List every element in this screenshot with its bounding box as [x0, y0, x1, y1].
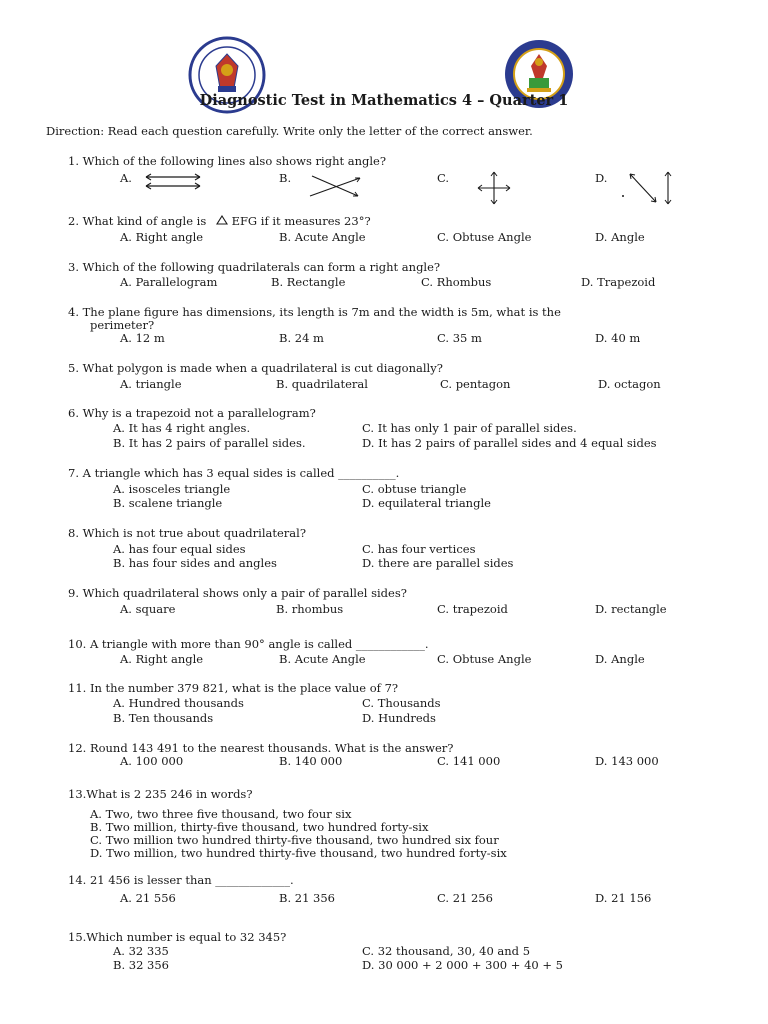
option-4d: D. 40 m: [595, 331, 641, 345]
option-10c: C. Obtuse Angle: [437, 652, 532, 666]
option-12d: D. 143 000: [595, 754, 659, 768]
question-6: 6. Why is a trapezoid not a parallelogram?: [68, 406, 316, 420]
parallel-lines-figure: [142, 172, 204, 192]
perpendicular-lines-figure: [474, 168, 514, 208]
option-9d: D. rectangle: [595, 602, 667, 616]
page-title: Diagnostic Test in Mathematics 4 – Quarter 1: [199, 92, 569, 109]
option-4a: A. 12 m: [120, 331, 165, 345]
option-13c: C. Two million two hundred thirty-five thousand, two hundred six four: [90, 833, 499, 847]
question-4-line2: perimeter?: [90, 318, 155, 332]
option-2c: C. Obtuse Angle: [437, 230, 532, 244]
option-12c: C. 141 000: [437, 754, 501, 768]
question-3: 3. Which of the following quadrilaterals can form a right angle?: [68, 260, 441, 274]
option-9a: A. square: [120, 602, 176, 616]
option-15a: A. 32 335: [113, 944, 169, 958]
option-8a: A. has four equal sides: [113, 542, 246, 556]
option-10a: A. Right angle: [120, 652, 204, 666]
option-12b: B. 140 000: [279, 754, 343, 768]
question-13: 13.What is 2 235 246 in words?: [68, 787, 253, 801]
question-8: 8. Which is not true about quadrilateral?: [68, 526, 307, 540]
option-8c: C. has four vertices: [362, 542, 476, 556]
question-12: 12. Round 143 491 to the nearest thousands. What is the answer?: [68, 741, 454, 755]
question-1: 1. Which of the following lines also shows right angle?: [68, 154, 387, 168]
option-5d: D. octagon: [598, 377, 661, 391]
option-11a: A. Hundred thousands: [113, 696, 244, 710]
option-12a: A. 100 000: [120, 754, 184, 768]
option-3c: C. Rhombus: [421, 275, 492, 289]
question-2: [68, 214, 371, 228]
question-11: 11. In the number 379 821, what is the place value of 7?: [68, 681, 399, 695]
option-6c: C. It has only 1 pair of parallel sides.: [362, 421, 577, 435]
question-15: 15.Which number is equal to 32 345?: [68, 930, 287, 944]
option-6b: B. It has 2 pairs of parallel sides.: [113, 436, 306, 450]
option-5a: A. triangle: [120, 377, 182, 391]
option-6d: D. It has 2 pairs of parallel sides and 4 equal sides: [362, 436, 657, 450]
question-4: 4. The plane figure has dimensions, its length is 7m and the width is 5m, what is the: [68, 305, 561, 319]
option-8d: D. there are parallel sides: [362, 556, 514, 570]
option-11d: D. Hundreds: [362, 711, 436, 725]
option-13d: D. Two million, two hundred thirty-five thousand, two hundred forty-six: [90, 846, 507, 860]
option-13a: A. Two, two three five thousand, two four six: [90, 807, 352, 821]
option-2b: B. Acute Angle: [279, 230, 366, 244]
option-7d: D. equilateral triangle: [362, 496, 491, 510]
question-5: 5. What polygon is made when a quadrilateral is cut diagonally?: [68, 361, 443, 375]
triangle-symbol-icon: [216, 214, 228, 228]
question-2-text-tail: EFG if it measures 23°?: [231, 214, 371, 228]
option-15c: C. 32 thousand, 30, 40 and 5: [362, 944, 531, 958]
option-14a: A. 21 556: [120, 891, 176, 905]
option-3a: A. Parallelogram: [120, 275, 218, 289]
option-3d: D. Trapezoid: [581, 275, 656, 289]
option-10b: B. Acute Angle: [279, 652, 366, 666]
option-5c: C. pentagon: [440, 377, 511, 391]
directions-text: Direction: Read each question carefully. Write only the letter of the correct answer.: [46, 124, 533, 138]
option-14c: C. 21 256: [437, 891, 493, 905]
option-1a: A.: [120, 171, 132, 185]
question-2-text: 2. What kind of angle is: [68, 214, 207, 228]
intersecting-lines-figure: [306, 172, 364, 200]
option-15d: D. 30 000 + 2 000 + 300 + 40 + 5: [362, 958, 563, 972]
option-9c: C. trapezoid: [437, 602, 508, 616]
option-9b: B. rhombus: [276, 602, 344, 616]
option-14d: D. 21 156: [595, 891, 652, 905]
option-1d: D.: [595, 171, 608, 185]
option-11b: B. Ten thousands: [113, 711, 214, 725]
question-14: 14. 21 456 is lesser than _____________.: [68, 873, 294, 887]
option-11c: C. Thousands: [362, 696, 441, 710]
option-4b: B. 24 m: [279, 331, 324, 345]
option-8b: B. has four sides and angles: [113, 556, 277, 570]
option-5b: B. quadrilateral: [276, 377, 368, 391]
option-7c: C. obtuse triangle: [362, 482, 467, 496]
option-1c: C.: [437, 171, 450, 185]
question-10: 10. A triangle with more than 90° angle is called ____________.: [68, 637, 429, 651]
option-13b: B. Two million, thirty-five thousand, two hundred forty-six: [90, 820, 429, 834]
question-9: 9. Which quadrilateral shows only a pair of parallel sides?: [68, 586, 407, 600]
option-2d: D. Angle: [595, 230, 645, 244]
option-3b: B. Rectangle: [271, 275, 346, 289]
option-2a: A. Right angle: [120, 230, 204, 244]
option-1b: B.: [279, 171, 292, 185]
option-14b: B. 21 356: [279, 891, 336, 905]
option-10d: D. Angle: [595, 652, 645, 666]
option-15b: B. 32 356: [113, 958, 170, 972]
option-4c: C. 35 m: [437, 331, 482, 345]
option-6a: A. It has 4 right angles.: [113, 421, 251, 435]
option-7b: B. scalene triangle: [113, 496, 223, 510]
option-7a: A. isosceles triangle: [113, 482, 231, 496]
question-7: 7. A triangle which has 3 equal sides is called __________.: [68, 466, 400, 480]
diagonal-lines-figure: [620, 168, 680, 208]
